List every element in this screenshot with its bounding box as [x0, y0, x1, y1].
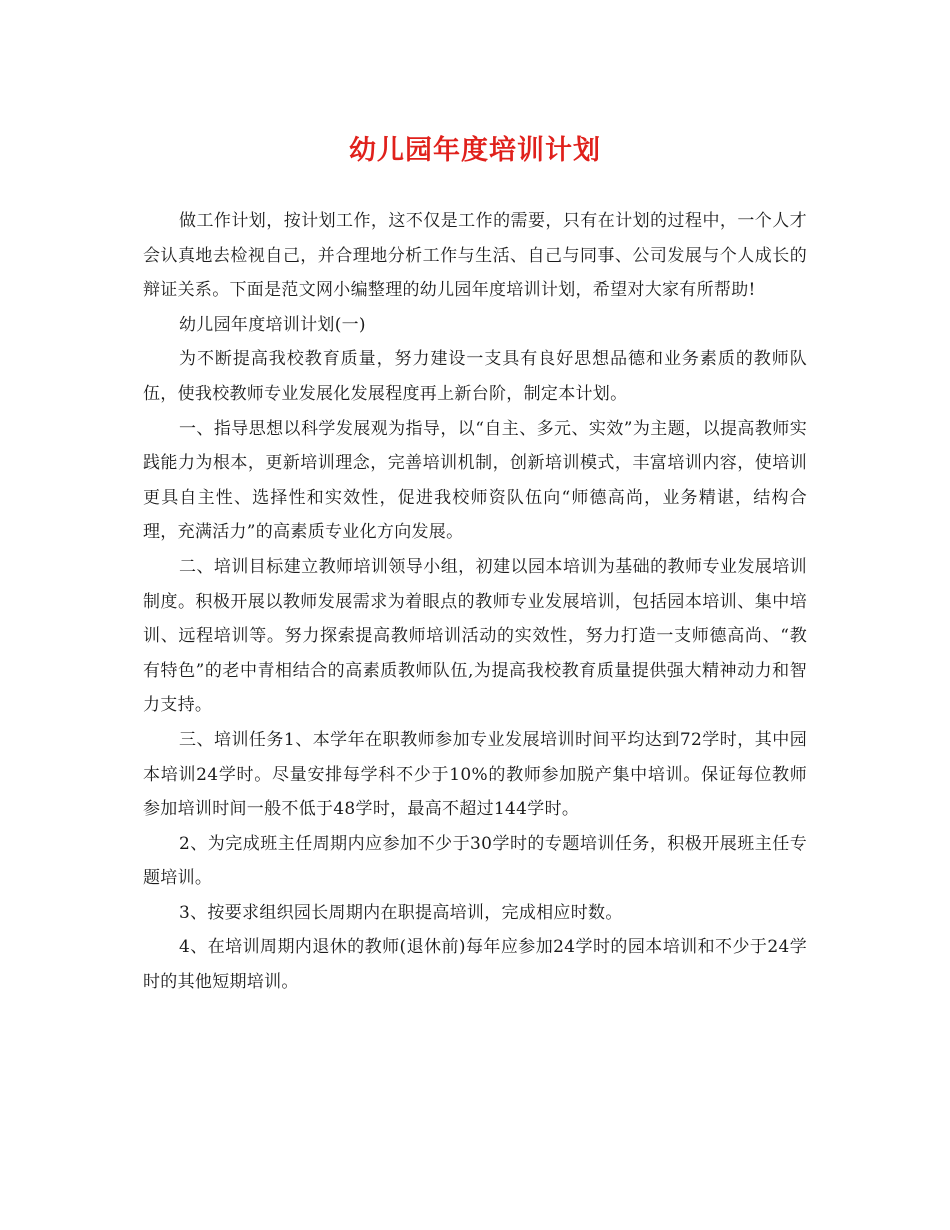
- document-title: 幼儿园年度培训计划: [349, 135, 601, 166]
- task-item-2: 2、为完成班主任周期内应参加不少于30学时的专题培训任务，积极开展班主任专题培训。: [143, 833, 807, 889]
- guiding-ideology-paragraph: 一、指导思想以科学发展观为指导，以“自主、多元、实效”为主题，以提高教师实践能力为根本，更新培训理念，完善培训机制，创新培训模式，丰富培训内容，使培训更具自主性、选择性和实效性，促进我校师资队伍向“师德高尚，业务精谌，结构合理，充满活力”的高素质专业化方向发展。: [143, 418, 807, 543]
- training-tasks-paragraph: 三、培训任务1、本学年在职教师参加专业发展培训时间平均达到72学时，其中园本培训24学时。尽量安排每学科不少于10%的教师参加脱产集中培训。保证每位教师参加培训时间一般不低于48学时，最高不超过144学时。: [143, 729, 807, 820]
- task-item-3: 3、按要求组织园长周期内在职提高培训，完成相应时数。: [179, 902, 623, 923]
- task-item-4: 4、在培训周期内退休的教师(退休前)每年应参加24学时的园本培训和不少于24学时的其他短期培训。: [143, 937, 807, 993]
- training-goals-paragraph: 二、培训目标建立教师培训领导小组，初建以园本培训为基础的教师专业发展培训制度。积极开展以教师发展需求为着眼点的教师专业发展培训，包括园本培训、集中培训、远程培训等。努力探索提高教师培训活动的实效性，努力打造一支师德高尚、“教有特色”的老中青相结合的高素质教师队伍,为提高我校教育质量提供强大精神动力和智力支持。: [143, 556, 807, 716]
- intro-paragraph: 做工作计划，按计划工作，这不仅是工作的需要，只有在计划的过程中，一个人才会认真地去检视自己，并合理地分析工作与生活、自己与同事、公司发展与个人成长的辩证关系。下面是范文网小编整理的幼儿园年度培训计划，希望对大家有所帮助!: [143, 211, 807, 301]
- document-body: [143, 204, 807, 1000]
- purpose-paragraph: 为不断提高我校教育质量，努力建设一支具有良好思想品德和业务素质的教师队伍，使我校教师专业发展化发展程度再上新台阶，制定本计划。: [143, 349, 807, 404]
- section-heading: 幼儿园年度培训计划(一): [179, 314, 366, 335]
